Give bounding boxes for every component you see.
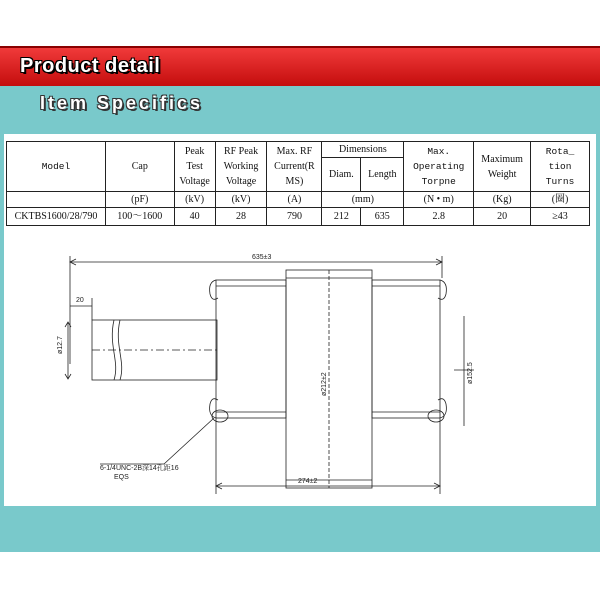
cell-length: 635 <box>361 208 404 226</box>
header-maximum-weight: Maximum Weight <box>474 142 531 192</box>
dim-shaft-length: 20 <box>76 297 84 304</box>
dim-overall-length: 635±3 <box>252 254 272 261</box>
item-specifics-title: Item Specifics <box>40 93 204 113</box>
unit-max-rf: (A) <box>267 192 322 208</box>
thread-note-eqs: EQS <box>114 474 129 481</box>
unit-cap: (pF) <box>105 192 174 208</box>
thread-note: 6-1/4UNC-2B深14孔距16 <box>100 465 179 472</box>
cell-cap: 100～1600 <box>105 208 174 226</box>
dim-body-diameter: ø212±2 <box>321 372 328 396</box>
cell-model: CKTBS1600/28/790 <box>7 208 106 226</box>
header-length: Length <box>361 158 404 192</box>
banner-title: Product detail <box>20 55 161 77</box>
table-row <box>7 208 590 226</box>
unit-weight: (Kg) <box>474 192 531 208</box>
cell-weight: 20 <box>474 208 531 226</box>
cell-rf-peak: 28 <box>215 208 267 226</box>
cell-rotation: ≥43 <box>531 208 590 226</box>
header-rotation-turns: Rota_ tion Turns <box>531 142 590 192</box>
unit-rf-peak: (kV) <box>215 192 267 208</box>
header-model: Model <box>7 142 106 192</box>
product-detail-banner <box>0 46 600 88</box>
unit-torque: (N • m) <box>404 192 474 208</box>
dim-flange-diameter: ø152.5 <box>467 362 474 384</box>
header-peak-test-voltage: Peak Test Voltage <box>174 142 215 192</box>
cell-torque: 2.8 <box>404 208 474 226</box>
unit-model <box>7 192 106 208</box>
unit-dimensions: (mm) <box>322 192 404 208</box>
unit-peak: (kV) <box>174 192 215 208</box>
cell-peak: 40 <box>174 208 215 226</box>
spec-table <box>6 141 590 226</box>
dim-shaft-diameter: ø12.7 <box>57 336 64 354</box>
technical-drawing <box>4 246 596 504</box>
header-max-operating-torque: Max. Operating Torpne <box>404 142 474 192</box>
header-diam: Diam. <box>322 158 361 192</box>
cell-diam: 212 <box>322 208 361 226</box>
header-rf-peak-working-voltage: RF Peak Working Voltage <box>215 142 267 192</box>
cell-max-rf: 790 <box>267 208 322 226</box>
dim-body-length: 274±2 <box>298 478 318 485</box>
header-dimensions: Dimensions <box>322 142 404 158</box>
header-cap: Cap <box>105 142 174 192</box>
header-max-rf-current: Max. RF Current(R MS) <box>267 142 322 192</box>
unit-rotation: (圈) <box>531 192 590 208</box>
